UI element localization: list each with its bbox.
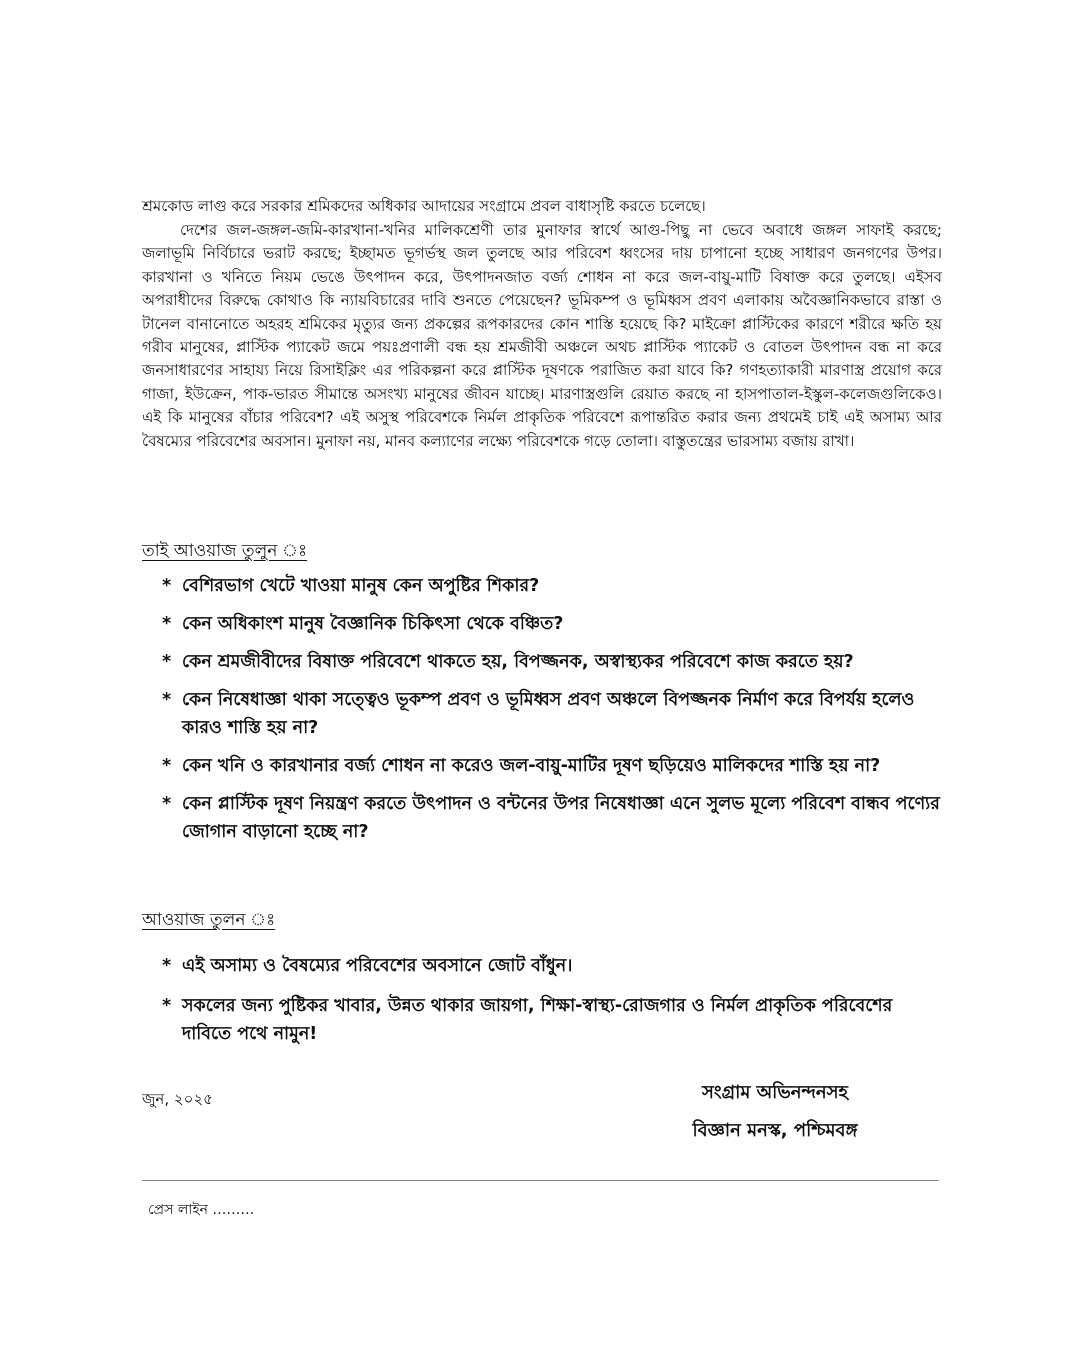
demand-item — [162, 952, 942, 980]
demand-item — [162, 572, 942, 600]
bullet-star: * — [162, 576, 172, 596]
intro-paragraph — [142, 219, 942, 453]
signature-greeting: সংগ্রাম অভিনন্দনসহ — [701, 1082, 849, 1103]
intro-first-line-text: শ্রমকোড লাগু করে সরকার শ্রমিকদের অধিকার আদায়ের সংগ্রামে প্রবল বাধাসৃষ্টি করতে চলেছে। — [142, 197, 706, 215]
demand-item — [162, 686, 942, 742]
demand-text: সকলের জন্য পুষ্টিকর খাবার, উন্নত থাকার জায়গা, শিক্ষা-স্বাস্থ্য-রোজগার ও নির্মল প্রাকৃতিক পরিবেশের দাবিতে পথে নামুন! — [182, 996, 893, 1044]
demand-text: কেন অধিকাংশ মানুষ বৈজ্ঞানিক চিকিৎসা থেকে বঞ্চিত? — [182, 614, 564, 634]
demand-item — [162, 648, 942, 676]
demand-item — [162, 790, 942, 846]
section-2-demand-list — [162, 952, 942, 1060]
demand-text: কেন নিষেধাজ্ঞা থাকা সত্ত্বেও ভূকম্প প্রবণ ও ভূমিধ্বস প্রবণ অঞ্চলে বিপজ্জনক নির্মাণ করে বিপর্যয় হলেও কারও শাস্তি হয় না? — [182, 690, 915, 738]
demand-text: বেশিরভাগ খেটে খাওয়া মানুষ কেন অপুষ্টির শিকার? — [182, 576, 540, 596]
demand-item — [162, 752, 942, 780]
document-date: জুন, ২০২৫ — [142, 1090, 213, 1108]
intro-first-line — [142, 195, 942, 218]
bullet-star: * — [162, 652, 172, 672]
intro-paragraph-text: দেশের জল-জঙ্গল-জমি-কারখানা-খনির মালিকশ্রেণী তার মুনাফার স্বার্থে আগু-পিছু না ভেবে অবাধে জঙ্গল সাফাই করছে; জলাভূমি নির্বিচারে ভরাট করছে; ইচ্ছামত ভূগর্ভস্থ জল তুলছে আর পরিবেশ ধ্বংসের দায় চাপানো হচ্ছে সাধারণ জনগণের উপর। কারখানা ও খনিতে নিয়ম ভেঙে উৎপাদন করে, উৎপাদনজাত বর্জ্য শোধন না করে জল-বায়ু-মাটি বিষাক্ত করে তুলছে। এইসব অপরাধীদের বিরুদ্ধে কোথাও কি ন্যায়বিচারের দাবি শুনতে পেয়েছেন? ভূমিকম্প ও ভূমিধ্বস প্রবণ এলাকায় অবৈজ্ঞানিকভাবে রাস্তা ও টানেল বানানোতে অহরহ শ্রমিকের মৃত্যুর জন্য প্রকল্পের রূপকারদের কোন শাস্তি হয়েছে কি? মাইক্রো প্লাস্টিকের কারণে শরীরে ক্ষতি হয় গরীব মানুষের, প্লাস্টিক প্যাকেট জমে পয়ঃপ্রণালী বন্ধ হয় শ্রমজীবী অঞ্চলে অথচ প্লাস্টিক প্যাকেট ও বোতল উৎপাদন বন্ধ না করে জনসাধারণের সাহায্য নিয়ে রিসাইক্লিং এর পরিকল্পনা করে প্লাস্টিক দূষণকে পরাজিত করা যাবে কি? গণহত্যাকারী মারণাস্ত্র প্রয়োগ করে গাজা, ইউক্রেন, পাক-ভারত সীমান্তে অসংখ্য মানুষের জীবন যাচ্ছে। মারণাস্ত্রগুলি রেয়াত করছে না হাসপাতাল-ইস্কুল-কলেজগুলিকেও। এই কি মানুষের বাঁচার পরিবেশ? এই অসুস্থ পরিবেশকে নির্মল প্রাকৃতিক পরিবেশে রূপান্তরিত করার জন্য প্রথমেই চাই এই অসাম্য আর বৈষম্যের পরিবেশের অবসান। মুনাফা নয়, মানব কল্যাণের লক্ষ্যে পরিবেশকে গড়ে তোলা। বাস্তুতন্ত্রের ভারসাম্য বজায় রাখা। — [142, 221, 942, 450]
bullet-star: * — [162, 614, 172, 634]
signature-organization: বিজ্ঞান মনস্ক, পশ্চিমবঙ্গ — [692, 1120, 858, 1141]
bullet-star: * — [162, 756, 172, 776]
demand-text: কেন শ্রমজীবীদের বিষাক্ত পরিবেশে থাকতে হয়, বিপজ্জনক, অস্বাস্থ্যকর পরিবেশে কাজ করতে হয়? — [182, 652, 854, 672]
demand-item — [162, 992, 942, 1048]
bullet-star: * — [162, 690, 172, 710]
press-line: প্রেস লাইন ……… — [148, 1202, 255, 1218]
demand-text: এই অসাম্য ও বৈষম্যের পরিবেশের অবসানে জোট বাঁধুন। — [182, 956, 573, 976]
bullet-star: * — [162, 794, 172, 814]
bullet-star: * — [162, 996, 172, 1016]
section-1-heading: তাই আওয়াজ তুলুন ঃ — [142, 541, 308, 561]
demand-item — [162, 610, 942, 638]
demand-text: কেন প্লাস্টিক দূষণ নিয়ন্ত্রণ করতে উৎপাদন ও বন্টনের উপর নিষেধাজ্ঞা এনে সুলভ মূল্যে পরিবেশ বান্ধব পণ্যের জোগান বাড়ানো হচ্ছে না? — [182, 794, 940, 842]
section-2-heading: আওয়াজ তুলন ঃ — [142, 910, 276, 930]
demand-text: কেন খনি ও কারখানার বর্জ্য শোধন না করেও জল-বায়ু-মাটির দূষণ ছড়িয়েও মালিকদের শাস্তি হয় না? — [182, 756, 881, 776]
section-1-demand-list — [162, 572, 942, 856]
bullet-star: * — [162, 956, 172, 976]
footer-divider — [142, 1180, 939, 1181]
